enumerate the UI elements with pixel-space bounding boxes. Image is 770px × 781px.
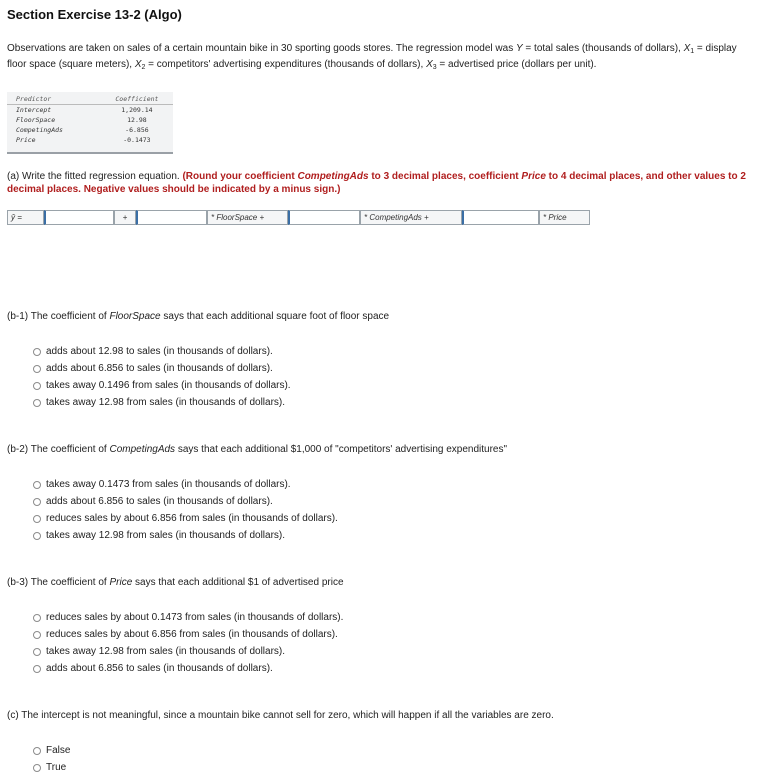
b1-question: (b-1) The coefficient of FloorSpace says that each additional square foot of floor space [7,311,390,322]
table-row: CompetingAds -6.856 [16,126,149,134]
competingads-coef-input[interactable] [288,210,360,225]
radio-icon[interactable] [33,498,41,506]
b3-option-3[interactable]: takes away 12.98 from sales (in thousands of dollars). [33,646,285,657]
floorspace-coef-input[interactable] [136,210,207,225]
table-row: FloorSpace 12.98 [16,116,147,124]
b1-option-2[interactable]: adds about 6.856 to sales (in thousands of dollars). [33,363,273,374]
b3-option-1[interactable]: reduces sales by about 0.1473 from sales (in thousands of dollars). [33,612,343,623]
table-row: Intercept 1,209.14 [16,106,153,114]
table-header: Predictor [7,94,101,105]
radio-icon[interactable] [33,365,41,373]
price-label: * Price [539,210,590,225]
radio-icon[interactable] [33,382,41,390]
b2-option-3[interactable]: reduces sales by about 6.856 from sales (in thousands of dollars). [33,513,338,524]
b3-option-2[interactable]: reduces sales by about 6.856 from sales (in thousands of dollars). [33,629,338,640]
c-option-false[interactable]: False [33,745,70,756]
floorspace-label: * FloorSpace + [207,210,288,225]
radio-icon[interactable] [33,348,41,356]
b2-option-4[interactable]: takes away 12.98 from sales (in thousands of dollars). [33,530,285,541]
radio-icon[interactable] [33,747,41,755]
b3-option-4[interactable]: adds about 6.856 to sales (in thousands of dollars). [33,663,273,674]
b1-option-1[interactable]: adds about 12.98 to sales (in thousands of dollars). [33,346,273,357]
yhat-label: ŷ = [7,210,44,225]
floorspace-coef-field[interactable] [138,211,206,224]
price-coef-input[interactable] [462,210,539,225]
part-a-question: (a) Write the fitted regression equation. (Round your coefficient CompetingAds to 3 decimal places, coefficient Price to 4 decimal places, and other values to 2 decimal places. Negative values should be indicated by a minus sign.) [7,171,746,195]
b2-option-1[interactable]: takes away 0.1473 from sales (in thousands of dollars). [33,479,291,490]
c-option-true[interactable]: True [33,762,66,773]
radio-icon[interactable] [33,515,41,523]
competingads-coef-field[interactable] [290,211,359,224]
page-title: Section Exercise 13-2 (Algo) [7,7,182,22]
regression-equation [7,210,590,226]
b1-option-4[interactable]: takes away 12.98 from sales (in thousands of dollars). [33,397,285,408]
b2-question: (b-2) The coefficient of CompetingAds says that each additional $1,000 of "competitors' advertising expenditures" [7,444,508,455]
radio-icon[interactable] [33,665,41,673]
c-question: (c) The intercept is not meaningful, since a mountain bike cannot sell for zero, which will happen if all the variables are zero. [7,710,554,721]
intercept-field[interactable] [46,211,113,224]
radio-icon[interactable] [33,648,41,656]
b3-question: (b-3) The coefficient of Price says that each additional $1 of advertised price [7,577,344,588]
table-row: Price -0.1473 [16,136,151,144]
competingads-label: * CompetingAds + [360,210,462,225]
plus-label: + [114,210,136,225]
radio-icon[interactable] [33,399,41,407]
radio-icon[interactable] [33,481,41,489]
radio-icon[interactable] [33,614,41,622]
radio-icon[interactable] [33,764,41,772]
price-coef-field[interactable] [464,211,538,224]
intercept-input[interactable] [44,210,114,225]
b2-option-2[interactable]: adds about 6.856 to sales (in thousands of dollars). [33,496,273,507]
coefficient-table [7,92,173,154]
b1-option-3[interactable]: takes away 0.1496 from sales (in thousands of dollars). [33,380,291,391]
table-header: Coefficient [101,94,173,105]
radio-icon[interactable] [33,631,41,639]
radio-icon[interactable] [33,532,41,540]
problem-statement: Observations are taken on sales of a certain mountain bike in 30 sporting goods stores. The regression model was Y = total sales (thousands of dollars), $X_1$ = display floor space (square meters), $X_2$ = competitors' advertising expenditures (thousands of dollars), $X_3$ = advertised price (dollars per unit). [7,43,737,71]
